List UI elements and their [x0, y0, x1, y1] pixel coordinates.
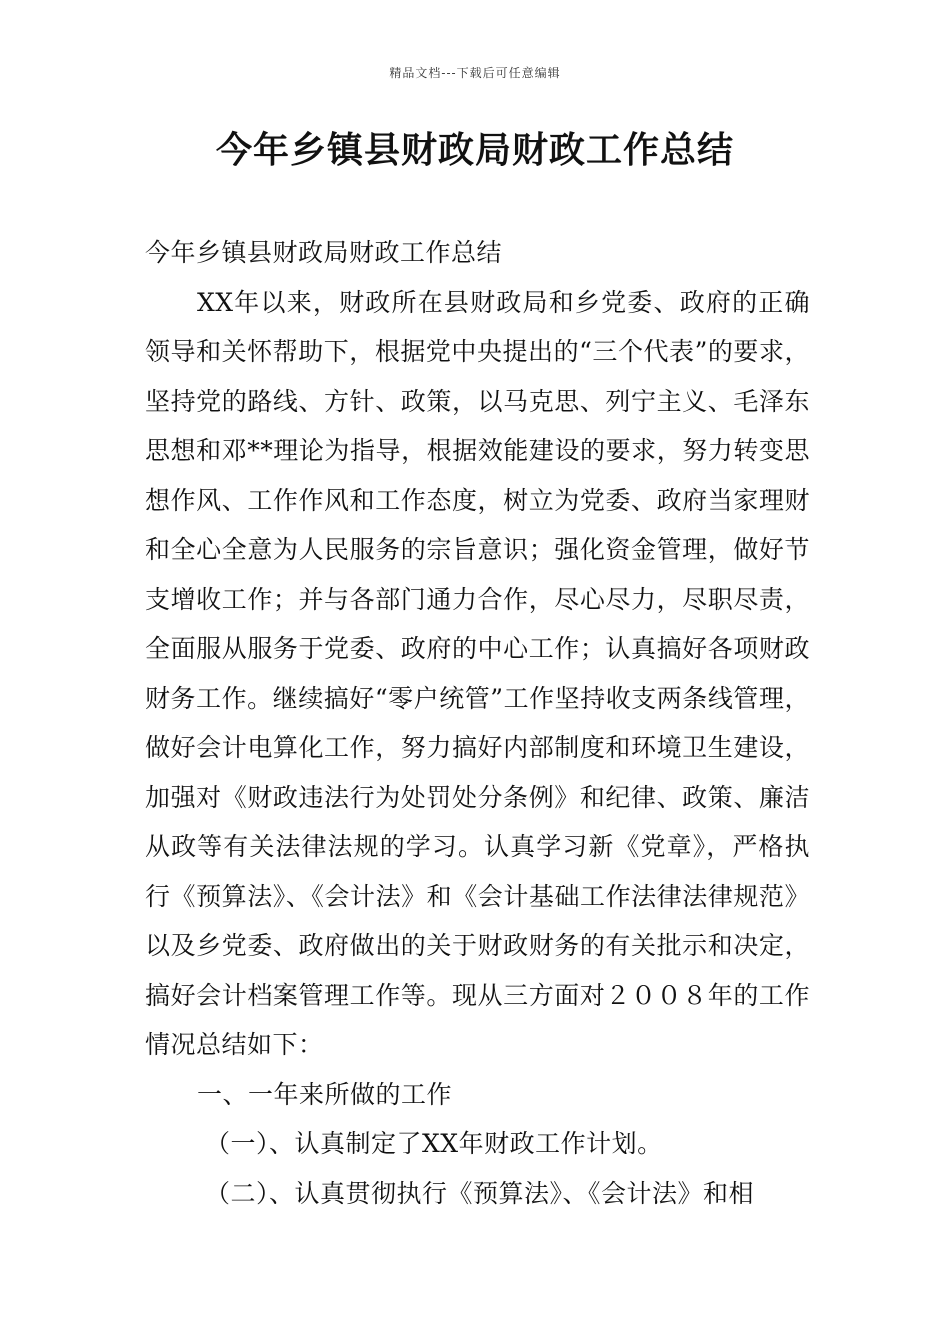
document-subtitle: 今年乡镇县财政局财政工作总结 [145, 238, 503, 267]
list-item: （一）、认真制定了XX年财政工作计划。 [205, 1129, 663, 1158]
document-title: 今年乡镇县财政局财政工作总结 [215, 130, 734, 171]
list-item: （二）、认真贯彻执行《预算法》、《会计法》和相 [205, 1178, 755, 1208]
document-body [145, 228, 810, 1218]
intro-paragraph: XX年以来，财政所在县财政局和乡党委、政府的正确领导和关怀帮助下，根据党中央提出的“三个代表”的要求，坚持党的路线、方针、政策，以马克思、列宁主义、毛泽东思想和邓**理论为指导，根据效能建设的要求，努力转变思想作风、工作作风和工作态度，树立为党委、政府当家理财和全心全意为人民服务的宗旨意识；强化资金管理，做好节支增收工作；并与各部门通力合作，尽心尽力，尽职尽责，全面服从服务于党委、政府的中心工作；认真搞好各项财政财务工作。继续搞好“零户统管”工作坚持收支两条线管理，做好会计电算化工作，努力搞好内部制度和环境卫生建设，加强对《财政违法行为处罚处分条例》和纪律、政策、廉洁从政等有关法律法规的学习。认真学习新《党章》，严格执行《预算法》、《会计法》和《会计基础工作法律法律规范》以及乡党委、政府做出的关于财政财务的有关批示和决定，搞好会计档案管理工作等。现从三方面对２００８年的工作情况总结如下： [145, 287, 810, 1059]
header-note: 精品文档---下载后可任意编辑 [389, 66, 561, 80]
section-heading: 一、一年来所做的工作 [197, 1079, 453, 1109]
